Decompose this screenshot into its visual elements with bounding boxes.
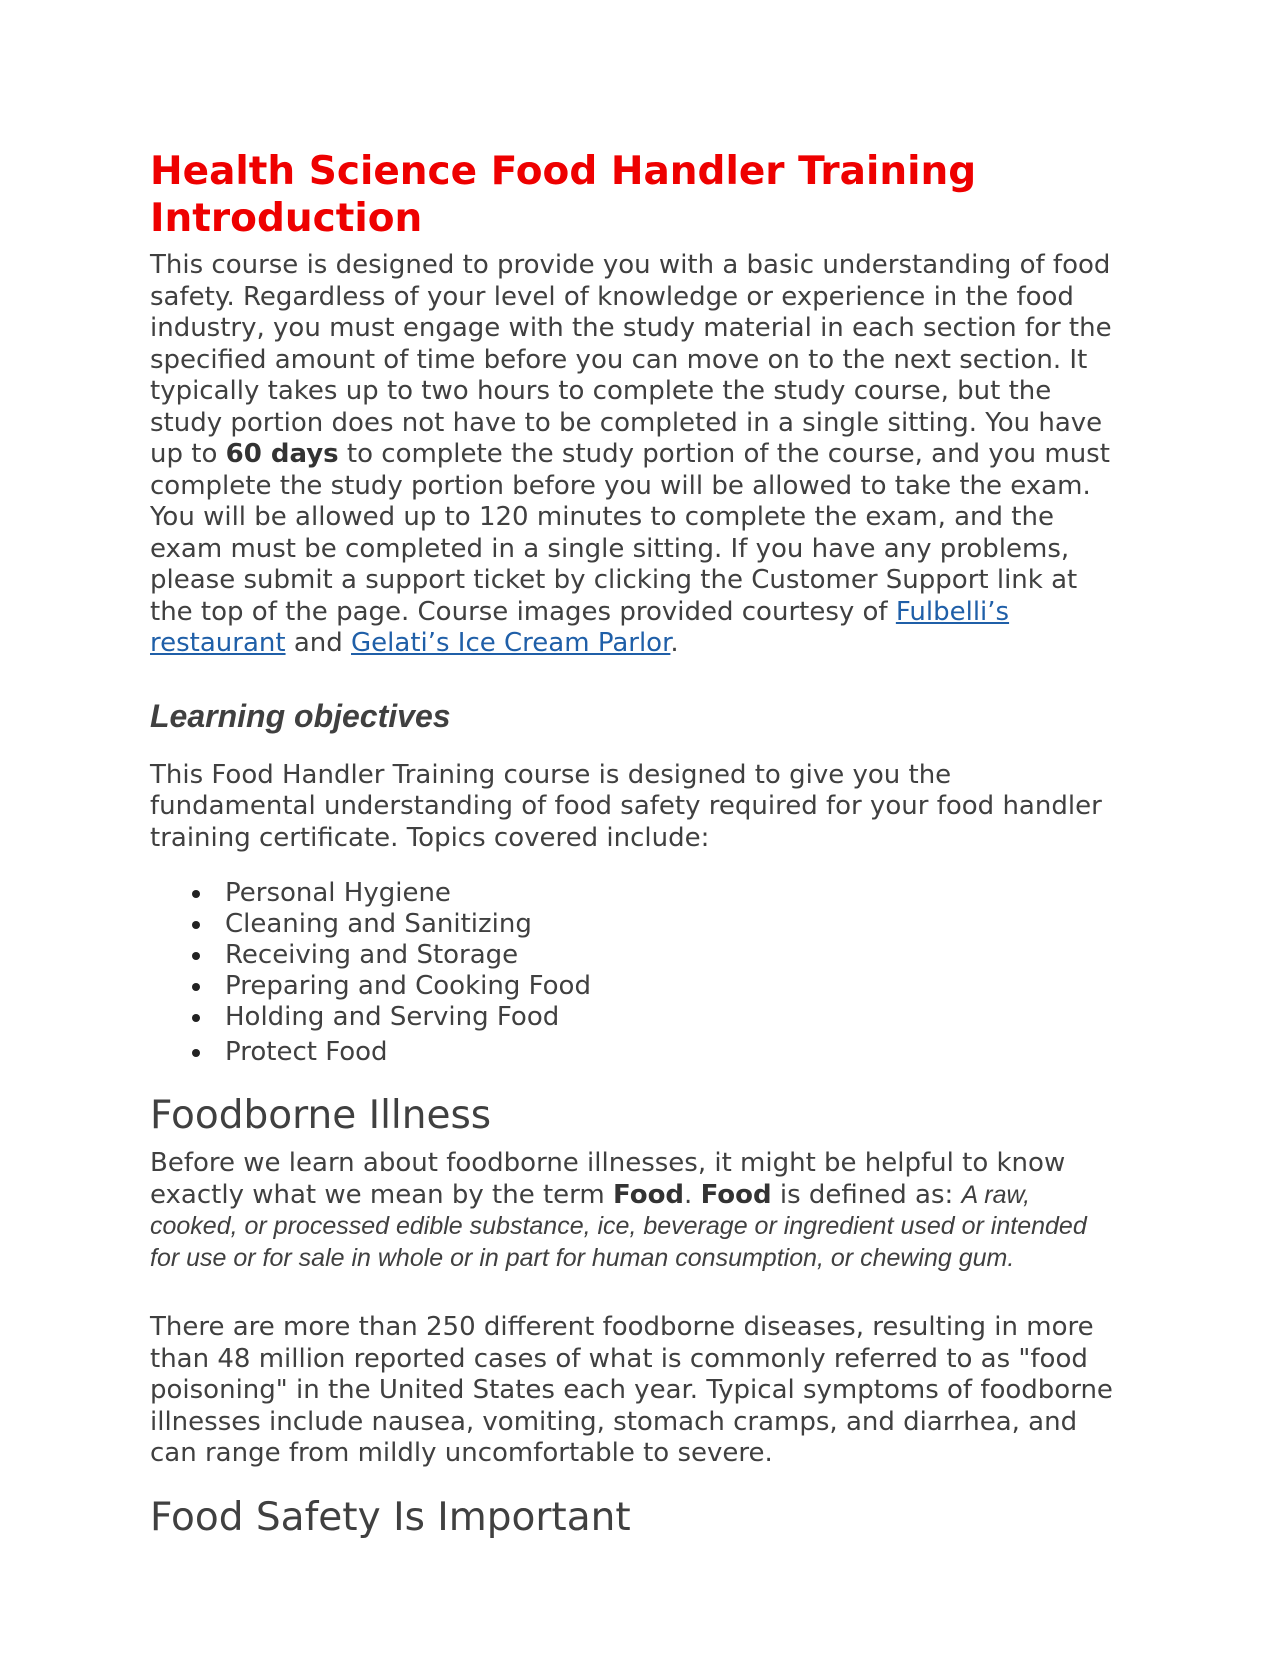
topic-item: Protect Food: [192, 1037, 1120, 1068]
foodborne-paragraph-2: There are more than 250 different foodborne diseases, resulting in more than 48 million reported cases of what is commonly referred to as "food poisoning" in the United States each year. Typical symptoms of foodborne illnesses include nausea, vomiting, stomach cramps, and diarrhea, and can range from mildly uncomfortable to severe.: [150, 1312, 1113, 1468]
learning-objectives-heading: Learning objectives: [150, 697, 451, 734]
foodborne-text-1: Before we learn about foodborne illnesses, it might be helpful to know exactly what we mean by the term: [150, 1148, 1066, 1210]
fulbellis-link-line-2[interactable]: restaurant: [150, 628, 286, 658]
intro-text-after-bold: to complete the study portion of the course, and you must complete the study portion before you will be allowed to take the exam. You will be allowed up to 120 minutes to complete the exam, and the exam must be completed in a single sitting. If you have any problems, please submit a support ticket by clicking the Customer Support link at the top of the page. Course images provided courtesy of: [150, 439, 1110, 627]
intro-end-period: .: [670, 628, 679, 658]
topic-item: Preparing and Cooking Food: [192, 971, 1120, 1002]
topic-item: Personal Hygiene: [192, 878, 1120, 909]
intro-and-text: and: [285, 628, 352, 658]
food-definition: A raw, cooked, or processed edible substance, ice, beverage or ingredient used or intended for use or for sale in whole or in part for human consumption, or chewing gum.: [150, 1180, 1087, 1272]
objectives-paragraph: This Food Handler Training course is designed to give you the fundamental understanding of food safety required for your food handler training certificate. Topics covered include:: [150, 759, 1102, 853]
topics-list: [150, 878, 1120, 1068]
foodborne-text-2: .: [684, 1179, 701, 1210]
foodborne-paragraph-1: [150, 1148, 1120, 1274]
foodborne-text-3: is defined as:: [771, 1179, 962, 1210]
fulbellis-link-line-1[interactable]: Fulbelli’s: [895, 596, 1010, 627]
food-term-bold: Food: [700, 1179, 772, 1210]
gelatis-ice-cream-parlor-link[interactable]: Gelati’s Ice Cream Parlor: [351, 628, 671, 658]
topic-item: Cleaning and Sanitizing: [192, 909, 1120, 940]
topic-item: Receiving and Storage: [192, 940, 1120, 971]
intro-paragraph: [150, 250, 1120, 660]
title-line-2: Introduction: [150, 196, 423, 241]
food-term-bold: Food: [613, 1179, 685, 1210]
intro-bold-days: 60 days: [225, 439, 339, 469]
intro-text-before-bold: This course is designed to provide you with a basic understanding of food safety. Regardless of your level of knowledge or experience in the food industry, you must engage with the study material in each section for the specified amount of time before you can move on to the next section. It typically takes up to two hours to complete the study course, but the study portion does not have to be completed in a single sitting. You have up to: [150, 250, 1112, 469]
foodborne-illness-heading: Foodborne Illness: [150, 1093, 492, 1138]
page-title: [150, 148, 1120, 242]
title-line-1: Health Science Food Handler Training: [150, 149, 977, 194]
food-safety-heading: Food Safety Is Important: [150, 1494, 631, 1540]
topic-item: Holding and Serving Food: [192, 1002, 1120, 1033]
